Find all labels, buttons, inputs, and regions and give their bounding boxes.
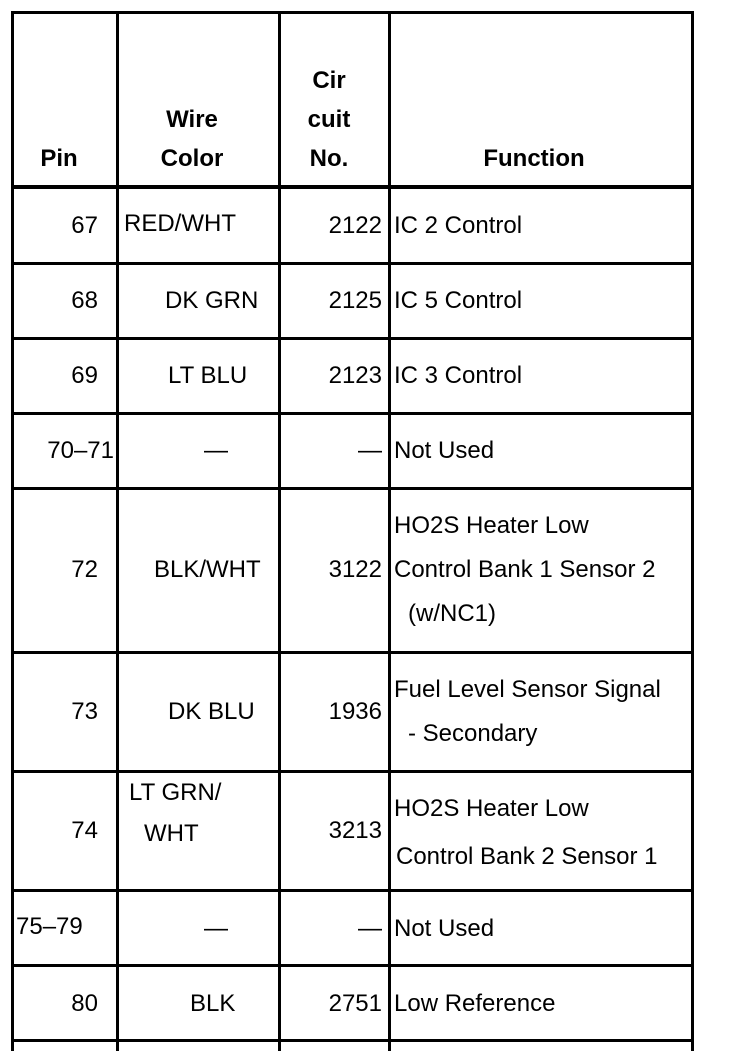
pin-cell: 67 xyxy=(71,212,98,239)
circuit-cell: — xyxy=(358,437,382,464)
circuit-cell: 2122 xyxy=(328,212,382,239)
header-wire-color-line1: Wire xyxy=(166,106,218,133)
wire-color-cell: LT BLU xyxy=(168,362,248,389)
circuit-cell: 3213 xyxy=(328,817,382,844)
wire-color-cell: BLK/WHT xyxy=(154,556,261,583)
pin-cell: 73 xyxy=(71,698,98,725)
pin-cell: 74 xyxy=(71,817,98,844)
circuit-cell: 3122 xyxy=(328,556,382,583)
header-circuit-line3: No. xyxy=(309,145,349,172)
wire-color-cell: RED/WHT xyxy=(124,210,236,237)
row-divider xyxy=(11,964,694,967)
wire-color-cell: — xyxy=(204,915,228,942)
pin-cell: 68 xyxy=(71,287,98,314)
circuit-cell: 1936 xyxy=(328,698,382,725)
row-divider xyxy=(11,412,694,415)
circuit-cell: 2751 xyxy=(328,990,382,1017)
function-cell: IC 2 Control xyxy=(394,212,523,239)
row-divider xyxy=(11,770,694,773)
row-divider xyxy=(11,487,694,490)
row-divider xyxy=(11,337,694,340)
function-cell-line2: Control Bank 1 Sensor 2 xyxy=(394,556,656,583)
function-cell: IC 3 Control xyxy=(394,362,523,389)
row-divider xyxy=(11,651,694,654)
circuit-cell: 2125 xyxy=(328,287,382,314)
wire-color-cell: BLK xyxy=(190,990,236,1017)
wire-color-cell: DK BLU xyxy=(168,698,255,725)
function-cell-line1: Fuel Level Sensor Signal xyxy=(394,676,661,703)
pin-cell: 75–79 xyxy=(16,913,83,940)
connector-pinout-table xyxy=(11,11,694,1051)
header-circuit-line1: Cir xyxy=(312,67,346,94)
pin-cell: 80 xyxy=(71,990,98,1017)
pin-cell: 72 xyxy=(71,556,98,583)
row-divider xyxy=(11,262,694,265)
function-cell: Not Used xyxy=(394,915,495,942)
header-function: Function xyxy=(483,145,585,172)
function-cell-line1: HO2S Heater Low xyxy=(394,795,589,822)
wire-color-cell-line1: LT GRN/ xyxy=(129,779,222,806)
pin-cell: 70–71 xyxy=(47,437,114,464)
function-cell-line3: (w/NC1) xyxy=(408,600,496,627)
border-bottom xyxy=(11,1039,694,1042)
header-divider xyxy=(11,185,694,189)
function-cell-line2: Control Bank 2 Sensor 1 xyxy=(396,843,658,870)
function-cell: Low Reference xyxy=(394,990,556,1017)
wire-color-cell: DK GRN xyxy=(165,287,259,314)
circuit-cell: — xyxy=(358,915,382,942)
wire-color-cell-line2: WHT xyxy=(144,820,199,847)
header-wire-color-line2: Color xyxy=(160,145,224,172)
border-right xyxy=(691,11,694,1051)
function-cell: IC 5 Control xyxy=(394,287,523,314)
row-divider xyxy=(11,889,694,892)
header-circuit-line2: cuit xyxy=(307,106,351,133)
function-cell: Not Used xyxy=(394,437,495,464)
circuit-cell: 2123 xyxy=(328,362,382,389)
function-cell-line2: - Secondary xyxy=(408,720,538,747)
wire-color-cell: — xyxy=(204,437,228,464)
border-top xyxy=(11,11,694,14)
header-pin: Pin xyxy=(40,145,78,172)
function-cell-line1: HO2S Heater Low xyxy=(394,512,589,539)
pin-cell: 69 xyxy=(71,362,98,389)
